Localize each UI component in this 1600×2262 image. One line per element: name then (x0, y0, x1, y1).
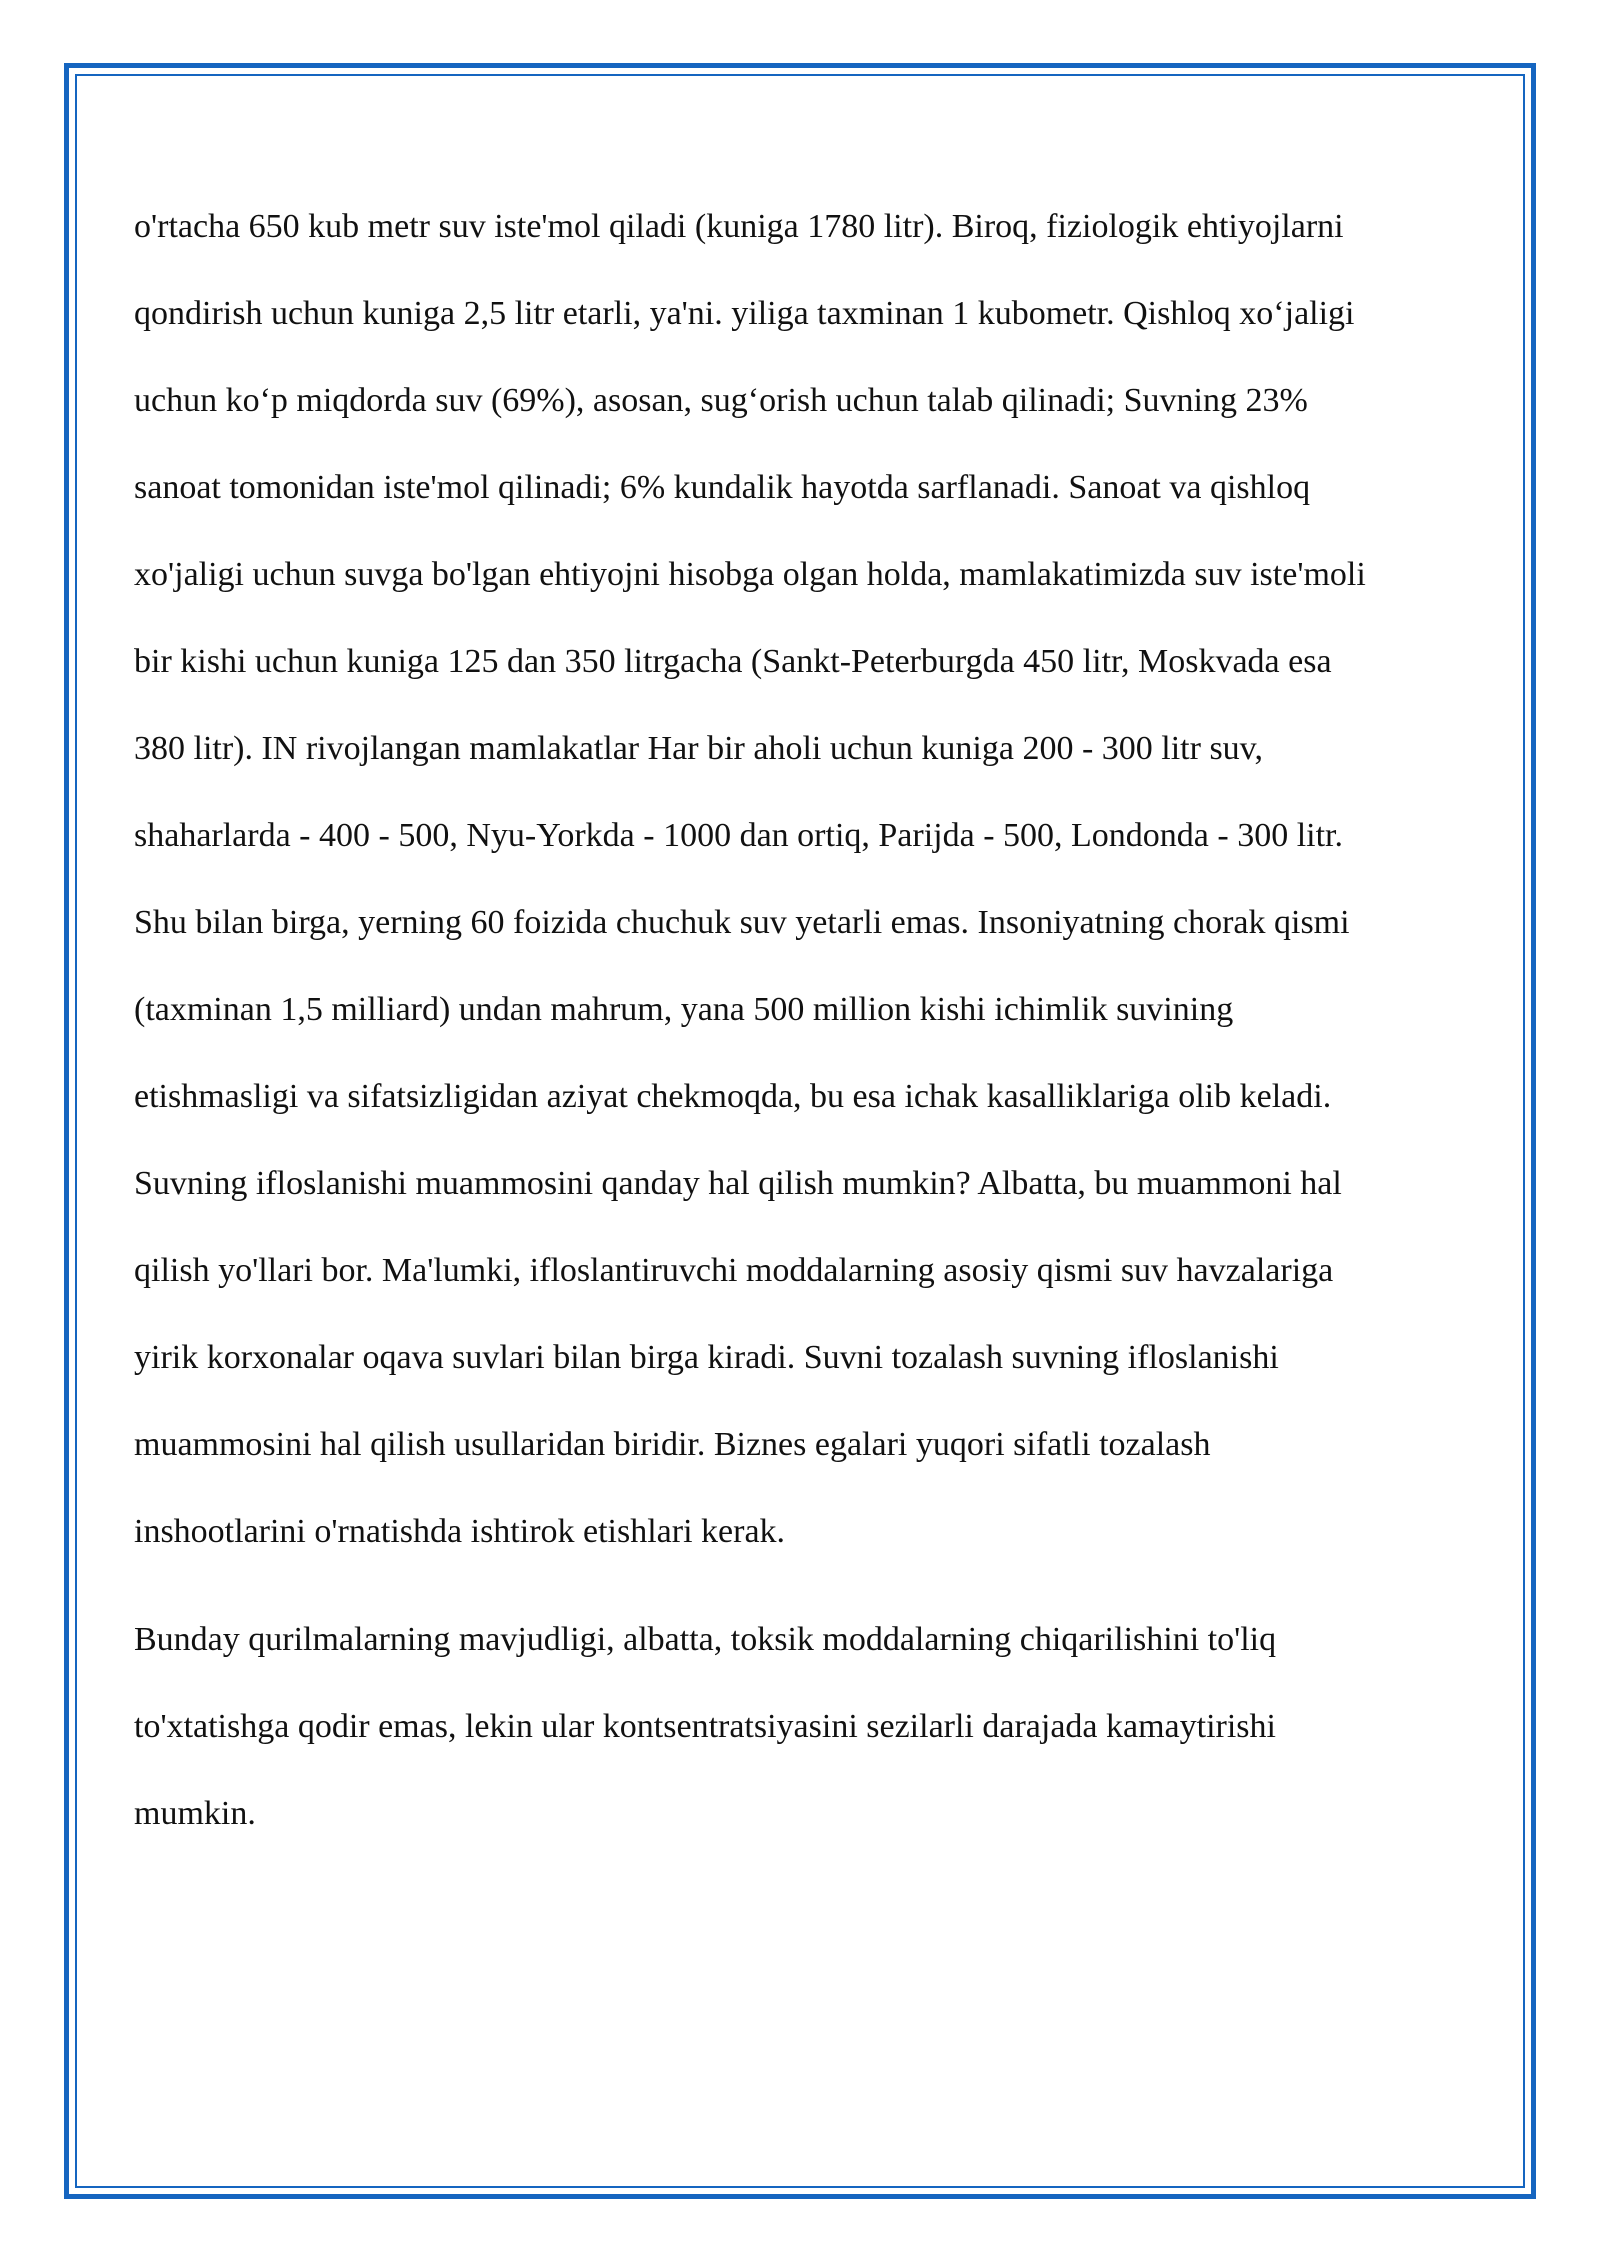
text-line: yirik korxonalar oqava suvlari bilan birga kiradi. Suvni tozalash suvning ifloslanishi (134, 1339, 1279, 1376)
text-line: (taxminan 1,5 milliard) undan mahrum, yana 500 million kishi ichimlik suvining (134, 991, 1234, 1028)
text-line: mumkin. (134, 1795, 256, 1832)
text-line: inshootlarini o'rnatishda ishtirok etishlari kerak. (134, 1513, 786, 1550)
text-line: etishmasligi va sifatsizligidan aziyat chekmoqda, bu esa ichak kasalliklariga olib keladi. (134, 1078, 1332, 1115)
text-line: to'xtatishga qodir emas, lekin ular kontsentratsiyasini sezilarli darajada kamaytirishi (134, 1708, 1276, 1745)
text-line: shaharlarda - 400 - 500, Nyu-Yorkda - 1000 dan ortiq, Parijda - 500, Londonda - 300 litr. (134, 817, 1343, 854)
paragraph-2 (134, 1596, 1514, 1857)
paragraph-1 (134, 183, 1514, 1575)
text-line: xo'jaligi uchun suvga bo'lgan ehtiyojni hisobga olgan holda, mamlakatimizda suv iste'moli (134, 556, 1366, 593)
document-body (134, 183, 1514, 1857)
text-line: 380 litr). IN rivojlangan mamlakatlar Har bir aholi uchun kuniga 200 - 300 litr suv, (134, 730, 1263, 767)
text-line: Suvning ifloslanishi muammosini qanday hal qilish mumkin? Albatta, bu muammoni hal (134, 1165, 1342, 1202)
text-line: Shu bilan birga, yerning 60 foizida chuchuk suv yetarli emas. Insoniyatning chorak qismi (134, 904, 1350, 941)
text-line: o'rtacha 650 kub metr suv iste'mol qiladi (kuniga 1780 litr). Biroq, fiziologik ehtiyojlarni (134, 208, 1344, 245)
text-line: muammosini hal qilish usullaridan biridir. Biznes egalari yuqori sifatli tozalash (134, 1426, 1211, 1463)
text-line: qilish yo'llari bor. Ma'lumki, ifloslantiruvchi moddalarning asosiy qismi suv havzalariga (134, 1252, 1334, 1289)
text-line: Bunday qurilmalarning mavjudligi, albatta, toksik moddalarning chiqarilishini to'liq (134, 1621, 1277, 1658)
text-line: bir kishi uchun kuniga 125 dan 350 litrgacha (Sankt-Peterburgda 450 litr, Moskvada esa (134, 643, 1332, 680)
text-line: qondirish uchun kuniga 2,5 litr etarli, ya'ni. yiliga taxminan 1 kubometr. Qishloq xoʻjaligi (134, 295, 1355, 332)
text-line: uchun koʻp miqdorda suv (69%), asosan, sugʻorish uchun talab qilinadi; Suvning 23% (134, 382, 1308, 419)
text-line: sanoat tomonidan iste'mol qilinadi; 6% kundalik hayotda sarflanadi. Sanoat va qishloq (134, 469, 1311, 506)
